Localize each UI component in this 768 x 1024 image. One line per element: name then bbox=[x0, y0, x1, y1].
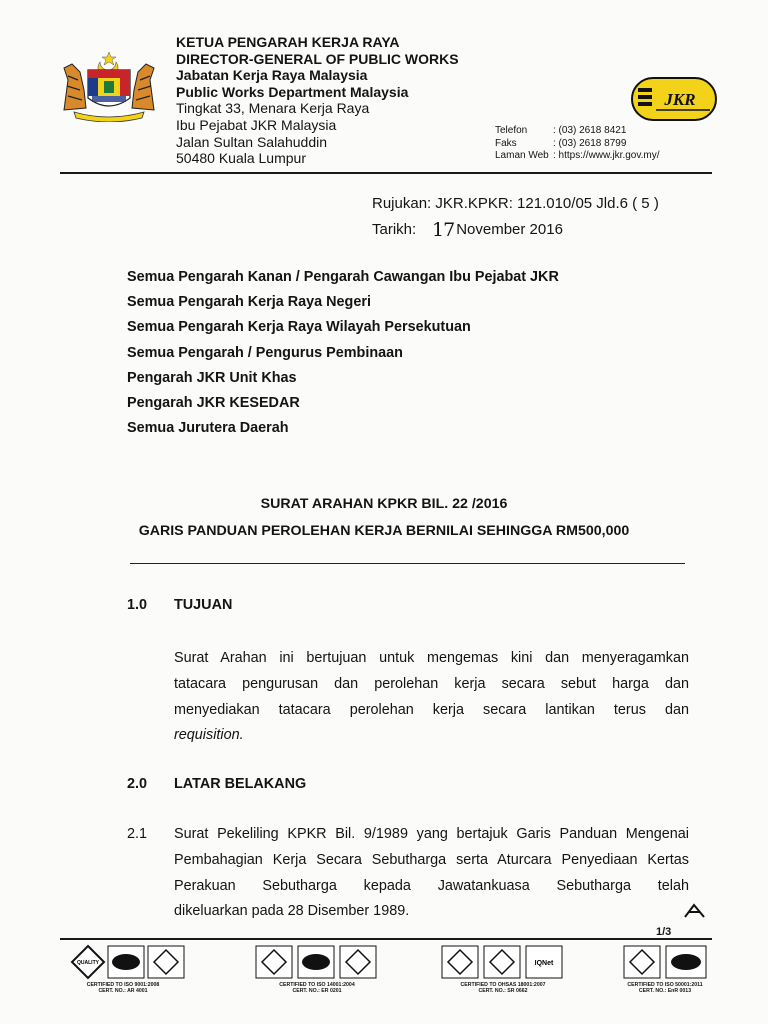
paragraph-line: Perakuan Sebutharga kepada Jawatankuasa Sebutharga telah bbox=[174, 877, 689, 894]
section-number: 2.0 bbox=[127, 776, 148, 792]
reference-number: Rujukan: JKR.KPKR: 121.010/05 Jld.6 ( 5 ) bbox=[372, 195, 659, 212]
title-underline bbox=[130, 563, 685, 564]
footer-divider bbox=[60, 938, 712, 940]
contact-fax-row bbox=[495, 138, 660, 151]
letterhead-department: Jabatan Kerja Raya Malaysia bbox=[176, 67, 368, 84]
cert-number: CERT. NO.: EnR 0013 bbox=[638, 988, 692, 994]
iso-14001-badge bbox=[252, 942, 382, 994]
paragraph-line: menyediakan tatacara perolehan kerja secara lantikan terus dan bbox=[174, 701, 689, 718]
paragraph-line: requisition. bbox=[174, 727, 244, 744]
paragraph-line: Surat Arahan ini bertujuan untuk mengemas kini dan menyeragamkan bbox=[174, 650, 689, 666]
recipient-item: Pengarah JKR KESEDAR bbox=[127, 394, 300, 411]
section-paragraph bbox=[174, 822, 689, 925]
letterhead-title: KETUA PENGARAH KERJA RAYA bbox=[176, 34, 400, 50]
letterhead-department-english: Public Works Department Malaysia bbox=[176, 83, 409, 100]
cert-standard: CERTIFIED TO OHSAS 18001:2007 bbox=[460, 982, 546, 988]
reference-block bbox=[372, 191, 659, 243]
cert-standard: CERTIFIED TO ISO 50001:2011 bbox=[627, 982, 703, 988]
subsection-number: 2.1 bbox=[127, 826, 148, 842]
recipient-item: Semua Pengarah Kerja Raya Negeri bbox=[127, 294, 371, 311]
letterhead-address bbox=[176, 34, 459, 167]
paragraph-line: Pembahagian Kerja Secara Sebutharga serta Aturcara Penyediaan Kertas bbox=[174, 851, 689, 868]
cert-caption bbox=[78, 982, 168, 994]
svg-text:JKR: JKR bbox=[664, 90, 696, 109]
date-value: November 2016 bbox=[456, 221, 563, 238]
cert-number: CERT. NO.: AR 4001 bbox=[98, 988, 148, 994]
cert-standard: CERTIFIED TO ISO 14001:2004 bbox=[279, 982, 355, 988]
address-line: 50480 Kuala Lumpur bbox=[176, 150, 306, 167]
paragraph-line: Surat Pekeliling KPKR Bil. 9/1989 yang bertajuk Garis Panduan Mengenai bbox=[174, 826, 689, 842]
jkr-logo bbox=[630, 76, 718, 122]
section-number: 1.0 bbox=[127, 597, 148, 613]
directive-subject: GARIS PANDUAN PEROLEHAN KERJA BERNILAI SEHINGGA RM500,000 bbox=[138, 523, 630, 539]
cert-number: CERT. NO.: SR 0662 bbox=[478, 988, 528, 994]
recipient-item: Semua Pengarah / Pengurus Pembinaan bbox=[127, 344, 403, 361]
date-row bbox=[372, 217, 659, 243]
directive-title: SURAT ARAHAN KPKR BIL. 22 /2016 bbox=[260, 496, 508, 512]
contact-value: : (03) 2618 8799 bbox=[553, 137, 627, 149]
contact-value: : https://www.jkr.gov.my/ bbox=[553, 150, 660, 161]
handwritten-day: 17 bbox=[432, 219, 455, 241]
svg-text:IQNet: IQNet bbox=[534, 960, 554, 967]
section-heading: LATAR BELAKANG bbox=[174, 776, 307, 792]
cert-caption bbox=[272, 982, 362, 994]
recipient-item: Pengarah JKR Unit Khas bbox=[127, 369, 297, 386]
cert-standard: CERTIFIED TO ISO 9001:2008 bbox=[86, 982, 160, 988]
recipient-list bbox=[127, 265, 559, 441]
contact-web-row bbox=[495, 150, 660, 163]
ohsas-18001-badge bbox=[438, 942, 568, 994]
paragraph-line: tatacara pengurusan dan perolehan kerja secara sebut harga dan bbox=[174, 675, 689, 692]
cert-caption bbox=[458, 982, 548, 994]
section-paragraph bbox=[174, 646, 689, 749]
date-label: Tarikh: bbox=[372, 221, 417, 238]
header-divider bbox=[60, 172, 712, 174]
cert-caption bbox=[620, 982, 710, 994]
contact-info bbox=[495, 125, 660, 163]
contact-value: : (03) 2618 8421 bbox=[553, 125, 627, 136]
coat-of-arms-logo bbox=[58, 50, 160, 122]
address-line: Tingkat 33, Menara Kerja Raya bbox=[176, 100, 370, 117]
certification-strip bbox=[60, 942, 712, 994]
iso-9001-badge bbox=[68, 942, 188, 994]
contact-label: Telefon bbox=[495, 125, 528, 136]
paragraph-line: dikeluarkan pada 28 Disember 1989. bbox=[174, 903, 410, 920]
handwritten-initial-mark bbox=[682, 902, 708, 925]
svg-text:QUALITY: QUALITY bbox=[77, 960, 99, 966]
recipient-item: Semua Jurutera Daerah bbox=[127, 420, 289, 437]
address-line: Jalan Sultan Salahuddin bbox=[176, 133, 328, 150]
recipient-item: Semua Pengarah Kerja Raya Wilayah Persekutuan bbox=[127, 319, 471, 336]
contact-label: Faks bbox=[495, 137, 517, 149]
contact-label: Laman Web bbox=[495, 150, 549, 161]
iso-50001-badge bbox=[620, 942, 712, 994]
letterhead-title-english: DIRECTOR-GENERAL OF PUBLIC WORKS bbox=[176, 50, 459, 67]
address-line: Ibu Pejabat JKR Malaysia bbox=[176, 116, 337, 133]
contact-phone-row bbox=[495, 125, 660, 138]
recipient-item: Semua Pengarah Kanan / Pengarah Cawangan Ibu Pejabat JKR bbox=[127, 269, 559, 285]
section-heading: TUJUAN bbox=[174, 597, 233, 613]
cert-number: CERT. NO.: ER 0201 bbox=[292, 988, 342, 994]
page-number: 1/3 bbox=[656, 926, 672, 938]
